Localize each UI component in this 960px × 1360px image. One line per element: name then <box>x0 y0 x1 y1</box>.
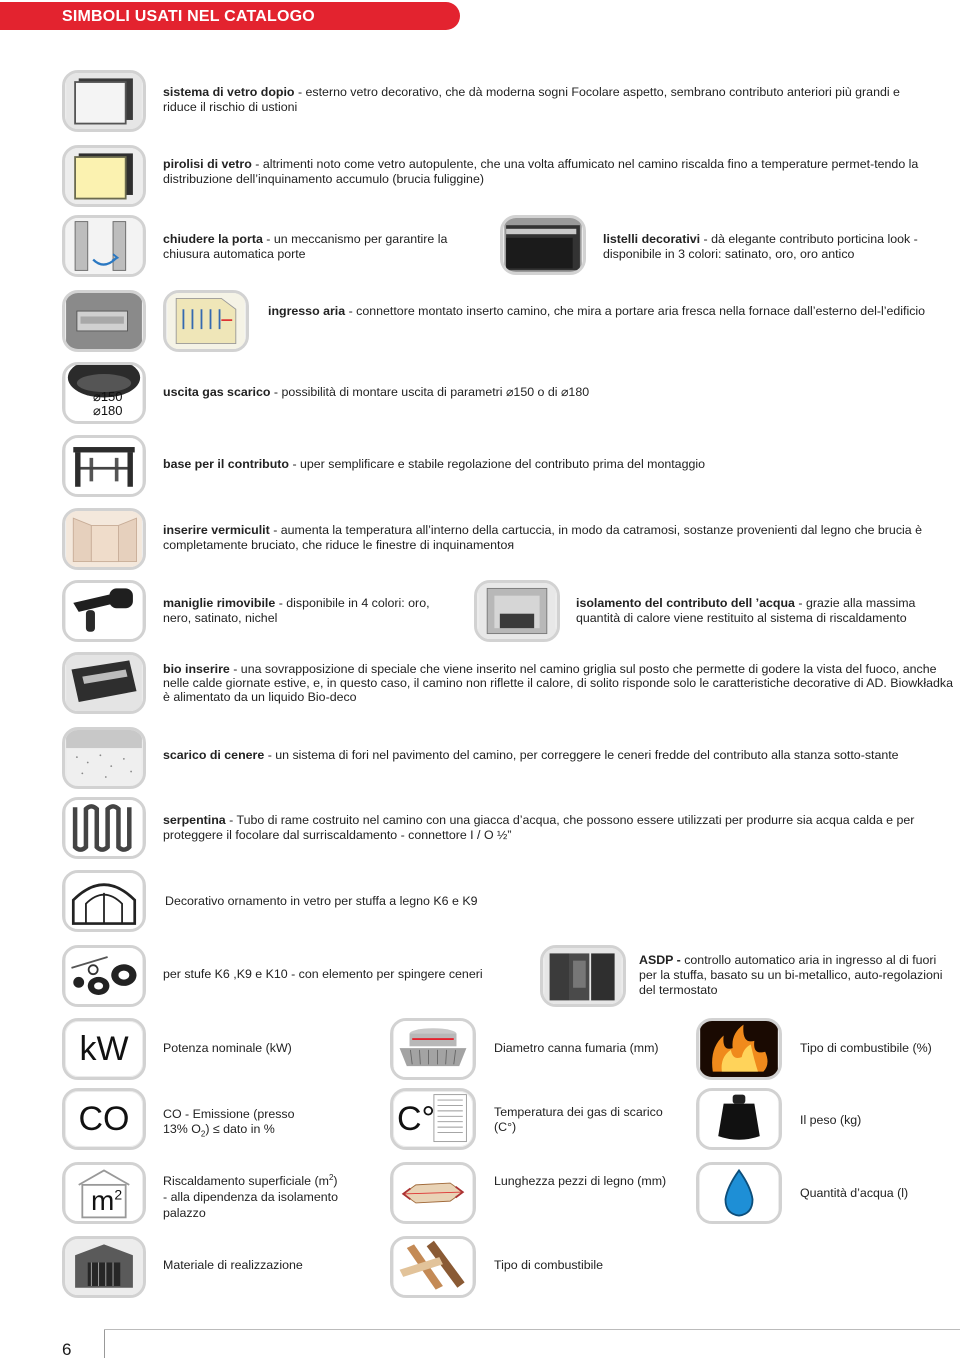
co-emission-text: CO - Emissione (presso 13% $O_2$) ≤ dato in % <box>163 1107 295 1139</box>
exhaust-diameter-180: ⌀180 <box>93 403 123 418</box>
footer-divider <box>104 1329 960 1330</box>
section-title: SIMBOLI USATI NEL CATALOGO <box>62 8 315 25</box>
power-kw-icon <box>62 1018 146 1080</box>
asdp-text: ASDP - controllo automatico aria in ingresso al di fuori per la stuffa, basato su un bi-metallico, auto-regolazioni del termostato <box>639 953 943 997</box>
weight-text: Il peso (kg) <box>800 1113 862 1127</box>
air-inlet-diagram-icon <box>163 290 249 352</box>
exhaust-outlet-icon <box>62 362 146 424</box>
water-jacket-insulation-icon <box>474 580 560 642</box>
fuel-type-text: Tipo di combustibile <box>494 1258 604 1272</box>
flue-diameter-text: Diametro canna fumaria (mm) <box>494 1041 659 1055</box>
weight-icon <box>696 1088 782 1150</box>
page-number: 6 <box>62 1340 72 1359</box>
bio-insert-text: bio inserire - una sovrapposizione di speciale che viene inserito nel camino griglia sul posto che permette di godere la vista del fuoco, anche nelle calde giornate estive, e, in questo caso, il camino non riflette il calore, di solito risponde solo le caratteristiche decorative di AD. Biowkładka è alimentato da un liquido Bio-deco <box>163 662 953 704</box>
fuel-type-icon <box>390 1236 476 1298</box>
exhaust-diameter-150: ⌀150 <box>93 389 123 404</box>
asdp-control-icon <box>540 945 626 1007</box>
material-text: Materiale di realizzazione <box>163 1258 303 1272</box>
ash-pusher-icon <box>62 945 146 1007</box>
material-icon <box>62 1236 146 1298</box>
door-close-icon <box>62 215 146 277</box>
pyrolysis-text: pirolisi di vetro - altrimenti noto come vetro autopulente, che una volta affumicato nel camino riscalda fino a temperature permet-tendo la distribuzione dell’inquinamento accumulo (brucia fuliggine) <box>163 157 919 186</box>
exhaust-temperature-icon <box>390 1088 476 1150</box>
stand-base-icon <box>62 435 146 497</box>
copper-coil-text: serpentina - Tubo di rame costruito nel camino con una giacca d’acqua, che possono essere utilizzati per produrre sia acqua calda e per proteggere il focolare dal surriscaldamento - connettore I / O ½” <box>163 813 915 842</box>
ash-pusher-text: per stufe K6 ,K9 e K10 - con elemento per spingere ceneri <box>163 967 483 981</box>
exhaust-temperature-text: Temperatura dei gas di scarico (C°) <box>494 1105 663 1134</box>
removable-handle-icon <box>62 580 146 642</box>
co-emission-icon <box>62 1088 146 1150</box>
log-length-icon <box>390 1162 476 1224</box>
air-inlet-text: ingresso aria - connettore montato inserto camino, che mira a portare aria fresca nella fornace dall’esterno del-l’edificio <box>268 304 926 318</box>
log-length-text: Lunghezza pezzi di legno (mm) <box>494 1174 667 1188</box>
double-glass-text: sistema di vetro dopio - esterno vetro decorativo, che dà moderna sogni Focolare aspetto, sembrano contributo anteriori più grandi e riduce il rischio di ustioni <box>163 85 900 114</box>
vermiculite-text: inserire vermiculit - aumenta la temperatura all’interno della cartuccia, in modo da catramosi, sostanze provenienti dal legno che brucia è completamente bruciato, che riduce le finestre di inquinamentoя <box>163 523 922 552</box>
copper-coil-icon <box>62 797 146 859</box>
power-text: Potenza nominale (kW) <box>163 1041 292 1055</box>
decorative-strips-text: listelli decorativi - dà elegante contributo porticina look - disponibile in 3 colori: satinato, oro, oro antico <box>603 232 918 261</box>
double-glass-icon <box>62 70 146 132</box>
heated-area-icon <box>62 1162 146 1224</box>
vermiculite-liner-icon <box>62 508 146 570</box>
water-quantity-text: Quantità d’acqua (l) <box>800 1186 909 1200</box>
footer-vertical-divider <box>104 1330 105 1358</box>
section-header <box>0 2 460 30</box>
bio-insert-icon <box>62 652 146 714</box>
ash-discharge-icon <box>62 727 146 789</box>
fuel-type-percent-text: Tipo di combustibile (%) <box>800 1041 932 1055</box>
kw-label: kW <box>79 1029 129 1068</box>
water-jacket-text: isolamento del contributo dell ’acqua - grazie alla massima quantità di calore viene restituito al sistema di riscaldamento <box>576 596 916 625</box>
water-quantity-icon <box>696 1162 782 1224</box>
co-label: CO <box>78 1099 130 1138</box>
pyrolysis-glass-icon <box>62 145 146 207</box>
decorative-strips-icon <box>500 215 586 275</box>
flue-diameter-icon <box>390 1018 476 1080</box>
celsius-label: C° <box>397 1099 436 1138</box>
stand-base-text: base per il contributo - uper semplificare e stabile regolazione del contributo prima del montaggio <box>163 457 705 471</box>
m2-label: $m^2$ <box>91 1185 123 1216</box>
glass-ornament-icon <box>62 870 146 932</box>
heated-area-text: Riscaldamento superficiale $(m^2)$ - alla dipendenza da isolamento palazzo <box>163 1173 338 1221</box>
ash-discharge-text: scarico di cenere - un sistema di fori nel pavimento del camino, per correggere le ceneri fredde del contributo alla stanza sotto-stante <box>163 748 899 762</box>
glass-ornament-text: Decorativo ornamento in vetro per stuffa a legno K6 e K9 <box>165 894 478 908</box>
door-close-text: chiudere la porta - un meccanismo per garantire la chiusura automatica porte <box>163 232 448 261</box>
air-inlet-connector-icon <box>62 290 146 352</box>
fuel-type-percent-icon <box>696 1018 782 1080</box>
removable-handle-text: maniglie rimovibile - disponibile in 4 colori: oro, nero, satinato, nichel <box>163 596 430 625</box>
exhaust-outlet-text: uscita gas scarico - possibilità di montare uscita di parametri ⌀150 o di ⌀180 <box>163 385 590 399</box>
